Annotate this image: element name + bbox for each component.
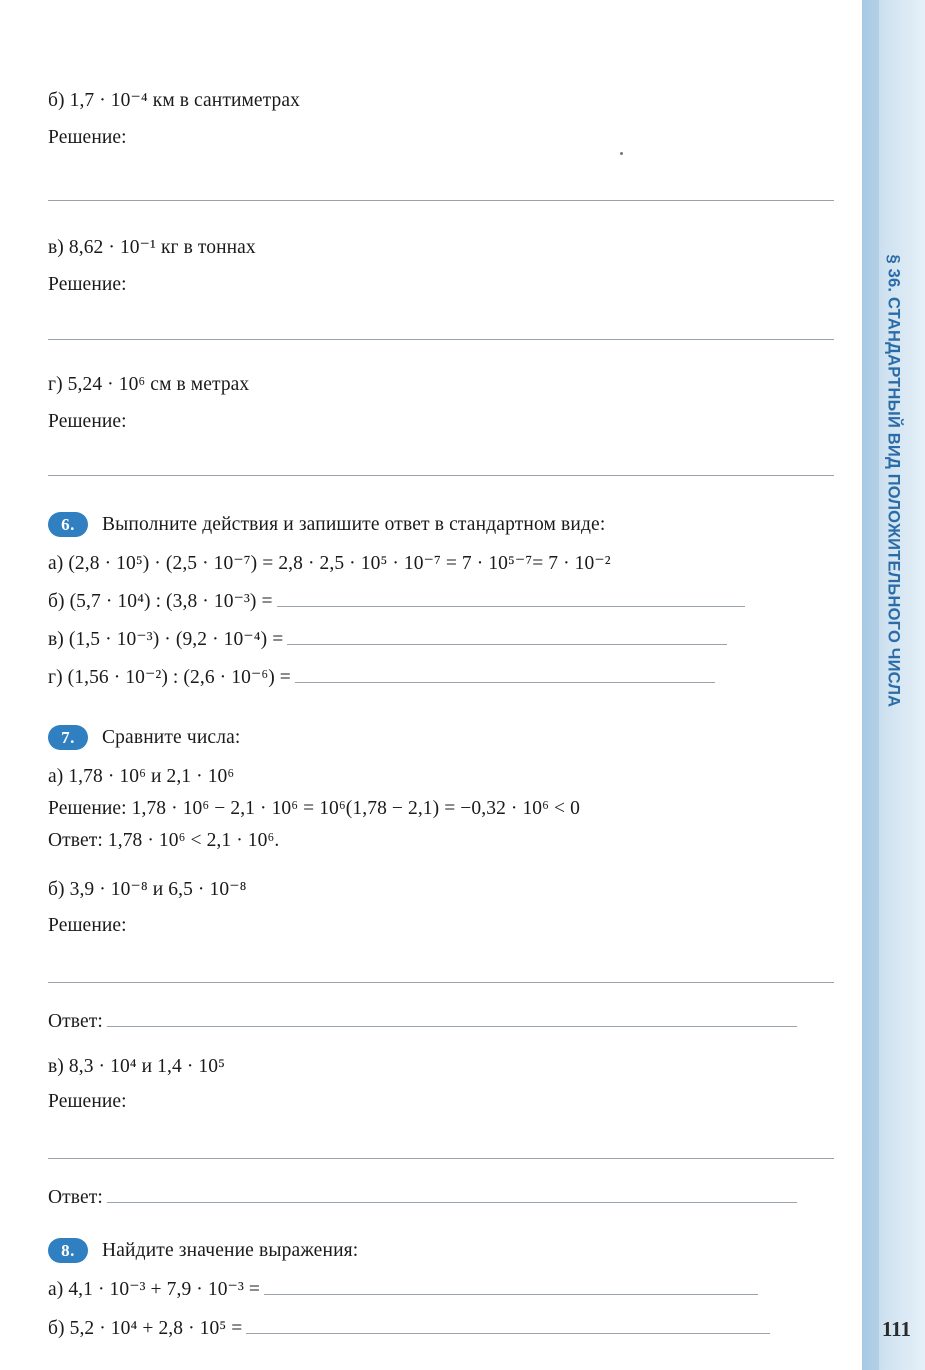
task-6-item-g-blank[interactable]: [295, 667, 715, 683]
chapter-title-vertical: § 36. СТАНДАРТНЫЙ ВИД ПОЛОЖИТЕЛЬНОГО ЧИСЛА: [884, 254, 903, 708]
task-6-item-b-row: [48, 589, 852, 616]
task-8-item-a-blank[interactable]: [264, 1279, 758, 1295]
conversion-item-g-text: г) 5,24 · 10⁶ см в метрах: [48, 373, 250, 395]
task-8-header: [48, 1238, 852, 1263]
conversion-item-v: [48, 235, 852, 340]
conversion-item-b-text: б) 1,7 · 10⁻⁴ км в сантиметрах: [48, 90, 300, 111]
task-8-item-b: б) 5,2 · 10⁴ + 2,8 · 10⁵ =: [48, 1318, 243, 1340]
task-8-item-a: а) 4,1 · 10⁻³ + 7,9 · 10⁻³ =: [48, 1279, 260, 1301]
task-8-item-b-blank[interactable]: [246, 1318, 770, 1334]
chapter-side-rail: [862, 0, 925, 1370]
conversion-item-b: [48, 88, 852, 201]
task-7-item-a-answer: Ответ: 1,78 · 10⁶ < 2,1 · 10⁶.: [48, 829, 280, 851]
task-7-item-b-solution-label: Решение:: [48, 914, 127, 936]
conversion-item-g-solution-label: Решение:: [48, 410, 127, 432]
task-7-item-a-text: а) 1,78 · 10⁶ и 2,1 · 10⁶: [48, 766, 235, 788]
task-6-item-v: в) (1,5 · 10⁻³) · (9,2 · 10⁻⁴) =: [48, 629, 284, 651]
task-7-item-a-solution: Решение: 1,78 · 10⁶ − 2,1 · 10⁶ = 10⁶(1,78 − 2,1) = −0,32 · 10⁶ < 0: [48, 797, 580, 819]
task-7-item-v-text: в) 8,3 · 10⁴ и 1,4 · 10⁵: [48, 1055, 225, 1077]
task-6-header: [48, 512, 852, 537]
conversion-item-v-write-line[interactable]: [48, 339, 834, 340]
conversion-item-v-solution-label: Решение:: [48, 273, 127, 295]
task-7-item-b: [48, 877, 852, 1036]
page-number: 111: [881, 1317, 911, 1341]
task-7-item-v-answer-blank[interactable]: [107, 1187, 797, 1203]
task-7-item-b-answer-blank[interactable]: [107, 1011, 797, 1027]
task-6-title: Выполните действия и запишите ответ в стандартном виде:: [102, 513, 606, 535]
task-6-item-v-row: [48, 627, 852, 654]
task-7-item-b-answer-row: [48, 1009, 852, 1036]
task-7-number-badge: 7.: [48, 725, 88, 750]
task-7-item-v-answer-row: [48, 1185, 852, 1212]
task-6-number-badge: 6.: [48, 512, 88, 537]
task-8-number-badge: 8.: [48, 1238, 88, 1263]
task-6: [48, 512, 852, 692]
task-7-title: Сравните числа:: [102, 726, 241, 748]
conversion-item-v-text: в) 8,62 · 10⁻¹ кг в тоннах: [48, 236, 256, 258]
conversion-item-b-write-line[interactable]: [48, 200, 834, 201]
rail-accent-band: [863, 0, 879, 1370]
task-6-item-v-blank[interactable]: [287, 629, 727, 645]
stray-dot-mark: [620, 152, 623, 155]
task-8-item-b-row: [48, 1316, 852, 1343]
task-7-item-v: [48, 1054, 852, 1213]
conversion-item-b-solution-label: Решение:: [48, 126, 127, 148]
task-8-title: Найдите значение выражения:: [102, 1239, 359, 1261]
task-8: [48, 1238, 852, 1343]
conversion-item-g-write-line[interactable]: [48, 475, 834, 476]
task-7-header: [48, 725, 852, 750]
task-7-item-b-text: б) 3,9 · 10⁻⁸ и 6,5 · 10⁻⁸: [48, 878, 247, 900]
task-6-item-b: б) (5,7 · 10⁴) : (3,8 · 10⁻³) =: [48, 591, 273, 613]
task-6-item-g-row: [48, 665, 852, 692]
task-6-item-b-blank[interactable]: [277, 591, 745, 607]
task-6-item-a: а) (2,8 · 10⁵) · (2,5 · 10⁻⁷) = 2,8 · 2,5 · 10⁵ · 10⁻⁷ = 7 · 10⁵⁻⁷= 7 · 10⁻²: [48, 553, 611, 575]
conversion-item-g: [48, 372, 852, 477]
task-7-item-a: [48, 764, 852, 855]
task-7-item-v-answer-label: Ответ:: [48, 1187, 103, 1209]
task-6-item-g: г) (1,56 · 10⁻²) : (2,6 · 10⁻⁶) =: [48, 667, 291, 689]
task-7: [48, 725, 852, 1212]
task-7-item-v-solution-label: Решение:: [48, 1091, 127, 1113]
task-8-item-a-row: [48, 1277, 852, 1304]
task-7-item-b-answer-label: Ответ:: [48, 1010, 103, 1032]
